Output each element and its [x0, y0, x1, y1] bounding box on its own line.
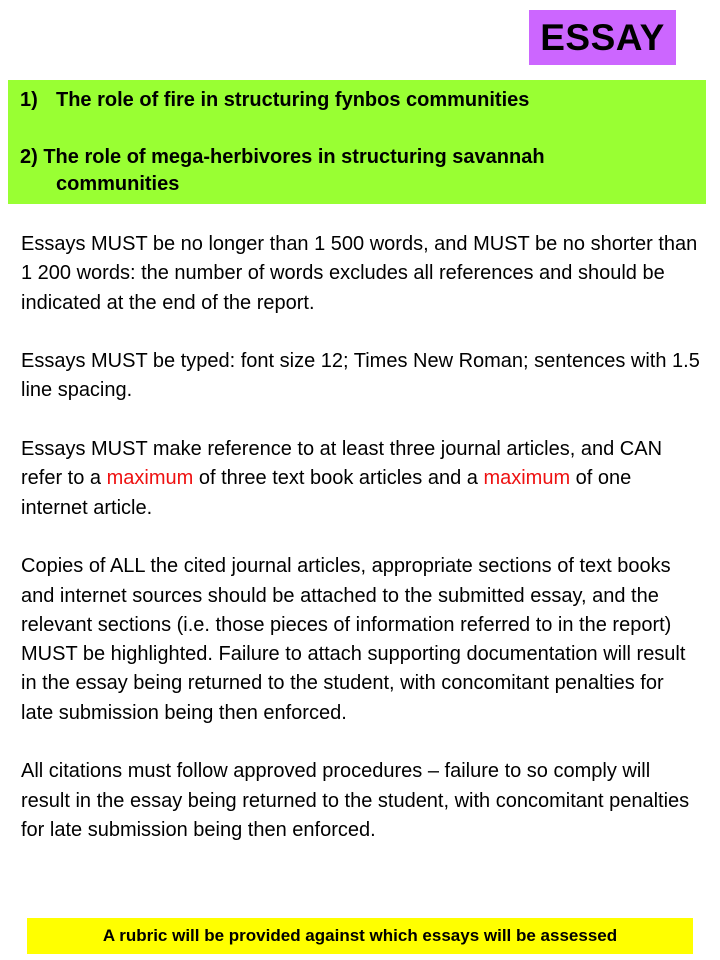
- rubric-notice: A rubric will be provided against which essays will be assessed: [27, 918, 693, 954]
- maximum-highlight-1: maximum: [106, 467, 194, 490]
- topic-2-text-line-2: communities: [56, 173, 180, 195]
- supporting-documents-paragraph: Copies of ALL the cited journal articles, appropriate sections of text books and internet sources should be attached to the submitted essay, and the relevant sections (i.e. those pieces of information referred to in the report) MUST be highlighted. Failure to attach supporting documentation will result in the essay being returned to the student, with concomitant penalties for late submission being then enforced.: [21, 555, 686, 724]
- topic-1-number: 1): [20, 89, 38, 111]
- formatting-paragraph: Essays MUST be typed: font size 12; Times New Roman; sentences with 1.5 line spacing.: [21, 350, 700, 402]
- topic-item-1: [20, 87, 529, 113]
- citations-paragraph: All citations must follow approved procedures – failure to so comply will result in the essay being returned to the student, with concomitant penalties for late submission being then enforced.: [21, 760, 690, 841]
- essay-topics-box: [8, 80, 706, 204]
- maximum-highlight-2: maximum: [483, 467, 571, 490]
- essay-badge: ESSAY: [529, 10, 676, 65]
- topic-item-2: [20, 144, 670, 198]
- references-paragraph: [21, 435, 701, 523]
- topic-2-text-line-1: 2) The role of mega-herbivores in structuring savannah: [20, 146, 545, 168]
- essay-requirements: [21, 230, 701, 845]
- topic-1-text: The role of fire in structuring fynbos communities: [56, 89, 530, 111]
- references-text-1: Essays MUST make reference to at least three journal articles, and CAN refer to a: [21, 438, 663, 490]
- word-limit-paragraph: Essays MUST be no longer than 1 500 words, and MUST be no shorter than 1 200 words: the number of words excludes all references and should be indicated at the end of the report.: [21, 233, 698, 314]
- references-text-3: of one internet article.: [21, 467, 632, 519]
- references-text-2: of three text book articles and a: [193, 467, 484, 490]
